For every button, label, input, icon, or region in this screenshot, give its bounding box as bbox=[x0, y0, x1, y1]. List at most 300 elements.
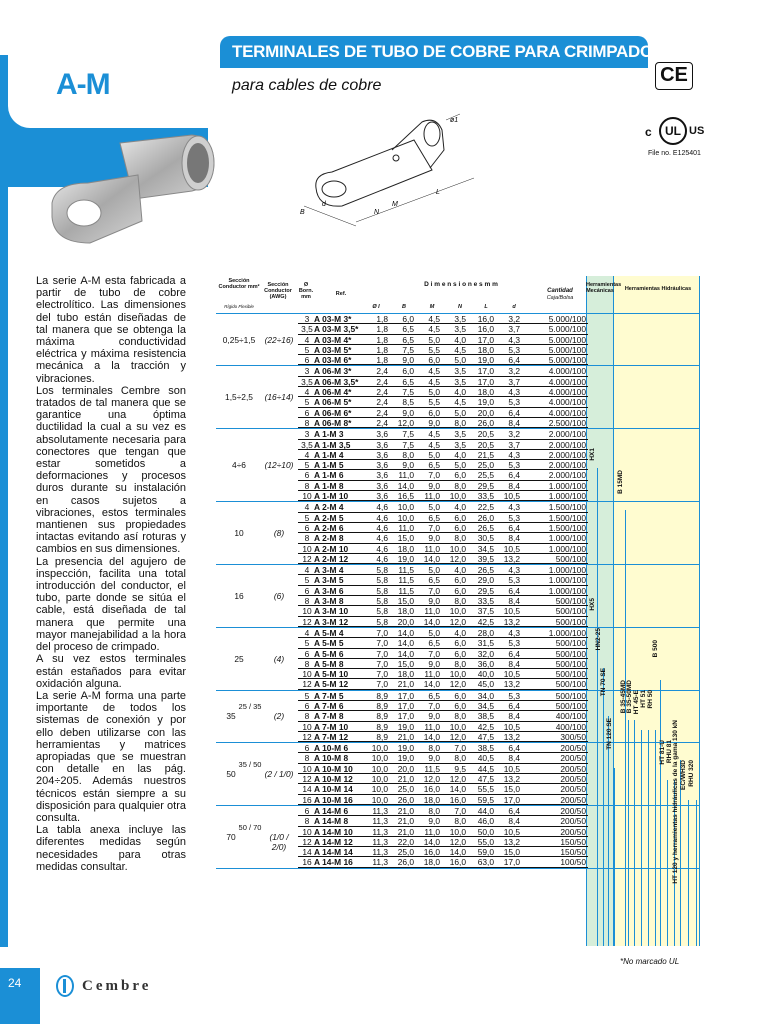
table-cell: 42,5 bbox=[477, 721, 494, 732]
series-header-panel bbox=[8, 0, 208, 128]
table-cell: 6,0 bbox=[454, 585, 466, 596]
table-row bbox=[216, 429, 700, 439]
intro-paragraph: La presencia del agujero de inspección, facilita una total introducción del conductor, el tubo, parte donde se sitúa el cable, está diseñada de tal manera que permite una mayor manejabilidad a la hora del proceso de crimpado. bbox=[36, 555, 186, 654]
table-cell: 18,0 bbox=[477, 344, 494, 355]
table-cell: 5,3 bbox=[508, 690, 520, 701]
group-section-awg: (2) bbox=[273, 711, 285, 722]
hydraulic-tool-label: EC/WH3D bbox=[680, 760, 687, 790]
table-cell: 6,0 bbox=[454, 638, 466, 649]
table-cell: 4,5 bbox=[428, 429, 440, 440]
table-cell: 14 bbox=[302, 784, 312, 795]
table-cell: 1,8 bbox=[376, 334, 388, 345]
table-cell: 59,5 bbox=[477, 794, 494, 805]
table-cell: 11,5 bbox=[424, 763, 440, 774]
table-cell: 16,0 bbox=[477, 324, 494, 335]
table-cell: 11,0 bbox=[424, 543, 440, 554]
table-cell: 4 bbox=[304, 627, 310, 638]
table-cell: 10 bbox=[302, 763, 312, 774]
ref-cell: A 1-M 6 bbox=[314, 470, 344, 481]
table-cell: 5.000/100 bbox=[548, 314, 586, 324]
table-cell: 6,4 bbox=[508, 470, 520, 481]
table-cell: 4,3 bbox=[508, 565, 520, 576]
table-cell: 5,8 bbox=[376, 565, 388, 576]
table-cell: 5,8 bbox=[376, 606, 388, 617]
ref-cell: A 2-M 5 bbox=[314, 512, 344, 523]
table-cell: 12 bbox=[302, 616, 312, 627]
table-cell: 4,6 bbox=[376, 502, 388, 513]
table-cell: 5,8 bbox=[376, 616, 388, 627]
table-cell: 6,4 bbox=[508, 407, 520, 418]
table-cell: 30,5 bbox=[477, 533, 494, 544]
table-cell: 3,5 bbox=[454, 376, 466, 387]
table-cell: 3 bbox=[304, 314, 310, 324]
table-cell: 8,4 bbox=[508, 480, 520, 491]
ref-cell: A 5-M 5 bbox=[314, 638, 344, 649]
table-cell: 19,0 bbox=[397, 721, 414, 732]
ref-cell: A 06-M 4* bbox=[314, 387, 352, 398]
table-cell: 1.500/100 bbox=[548, 502, 586, 513]
table-cell: 4.000/100 bbox=[548, 366, 586, 377]
table-cell: 5,5 bbox=[428, 397, 440, 408]
table-cell: 1.000/100 bbox=[548, 575, 586, 586]
table-cell: 6 bbox=[304, 805, 310, 816]
table-row bbox=[216, 377, 700, 387]
table-cell: 21,0 bbox=[397, 679, 414, 690]
table-cell: 7,0 bbox=[454, 743, 466, 754]
table-row bbox=[216, 617, 700, 627]
terminal-photo bbox=[42, 125, 222, 255]
table-row bbox=[216, 345, 700, 355]
table-cell: 6,4 bbox=[508, 585, 520, 596]
group-section-mm: 35 bbox=[226, 711, 236, 722]
table-cell: 6,5 bbox=[428, 575, 440, 586]
table-cell: 4,0 bbox=[454, 387, 466, 398]
group-section-awg: (22÷16) bbox=[264, 334, 294, 345]
table-cell: 4,3 bbox=[508, 387, 520, 398]
table-cell: 7,0 bbox=[376, 648, 388, 659]
brand-name: Cembre bbox=[82, 977, 152, 994]
header-box-bag: Caja/Bolsa bbox=[546, 295, 574, 301]
tool-range-line bbox=[634, 720, 635, 946]
header-dim: N bbox=[458, 304, 462, 310]
table-row bbox=[216, 575, 700, 585]
header-rigid-flex: Rígido Flexible bbox=[224, 304, 254, 309]
table-cell: 11,3 bbox=[372, 826, 388, 837]
table-cell: 6 bbox=[304, 585, 310, 596]
ref-cell: A 7-M 10 bbox=[314, 721, 349, 732]
table-cell: 5 bbox=[304, 460, 310, 471]
table-cell: 15,0 bbox=[503, 847, 520, 858]
table-cell: 20,0 bbox=[397, 763, 414, 774]
table-cell: 10,0 bbox=[371, 753, 388, 764]
table-cell: 4,6 bbox=[376, 512, 388, 523]
table-cell: 6,4 bbox=[508, 743, 520, 754]
table-cell: 11,3 bbox=[372, 805, 388, 816]
table-cell: 19,0 bbox=[397, 743, 414, 754]
table-cell: 10,0 bbox=[371, 763, 388, 774]
table-cell: 3,7 bbox=[508, 376, 520, 387]
table-cell: 6,4 bbox=[508, 700, 520, 711]
group-section-mm-alt: 35 / 50 bbox=[238, 760, 262, 770]
table-cell: 45,0 bbox=[477, 679, 494, 690]
table-cell: 500/100 bbox=[555, 616, 586, 627]
table-cell: 3 bbox=[304, 366, 310, 377]
intro-paragraph: Los terminales Cembre son tratados de tal manera que se garantice una óptima ductilidad la cual a su vez es absolutamente necesaria para conectores que tengan que estar sometidos a deformaciones y procesos duros durante su instalación en casos sujetos a vibraciones, estos terminales mantienen sus propiedades intactas evitando así roturas y cambios en sus dimensiones. bbox=[36, 384, 186, 556]
table-cell: 5.000/100 bbox=[548, 355, 586, 366]
group-section-mm: 1,5÷2,5 bbox=[225, 392, 253, 403]
table-cell: 18,0 bbox=[477, 387, 494, 398]
ref-cell: A 7-M 6 bbox=[314, 700, 344, 711]
mechanical-tool-label: TN 70 SE bbox=[600, 668, 607, 697]
ref-cell: A 7-M 12 bbox=[314, 731, 349, 742]
table-cell: 11,0 bbox=[424, 606, 440, 617]
table-cell: 8,0 bbox=[454, 658, 466, 669]
table-row bbox=[216, 554, 700, 564]
table-cell: 14,0 bbox=[397, 648, 414, 659]
table-cell: 8,0 bbox=[428, 805, 440, 816]
hydraulic-tool-label: HT 45-E bbox=[633, 690, 640, 715]
ref-cell: A 06-M 6* bbox=[314, 407, 352, 418]
table-cell: 4 bbox=[304, 387, 310, 398]
table-cell: 8,0 bbox=[454, 533, 466, 544]
table-cell: 55,0 bbox=[477, 836, 494, 847]
table-cell: 3,5 bbox=[454, 439, 466, 450]
hydraulic-tool-label: RHU 81 bbox=[666, 740, 673, 764]
ref-cell: A 03-M 3,5* bbox=[314, 324, 359, 335]
ref-cell: A 1-M 10 bbox=[314, 491, 349, 502]
table-cell: 47,5 bbox=[477, 731, 494, 742]
table-cell: 8,9 bbox=[376, 721, 388, 732]
table-cell: 6,5 bbox=[428, 460, 440, 471]
table-cell: 12 bbox=[302, 731, 312, 742]
table-cell: 10,5 bbox=[503, 543, 520, 554]
ref-cell: A 5-M 4 bbox=[314, 627, 344, 638]
table-row bbox=[216, 638, 700, 648]
ref-cell: A 7-M 8 bbox=[314, 711, 344, 722]
size-group bbox=[216, 565, 700, 628]
table-cell: 33,5 bbox=[477, 491, 494, 502]
table-cell: 5,3 bbox=[508, 512, 520, 523]
table-cell: 63,0 bbox=[477, 857, 494, 868]
table-cell: 10,0 bbox=[449, 826, 466, 837]
table-cell: 1,8 bbox=[376, 355, 388, 366]
table-row bbox=[216, 408, 700, 418]
table-cell: 8 bbox=[304, 596, 310, 607]
ref-cell: A 2-M 6 bbox=[314, 522, 344, 533]
table-cell: 16 bbox=[302, 794, 312, 805]
table-cell: 8 bbox=[304, 480, 310, 491]
table-cell: 8,4 bbox=[508, 711, 520, 722]
table-cell: 5,3 bbox=[508, 344, 520, 355]
group-section-awg: (4) bbox=[273, 653, 285, 664]
table-row bbox=[216, 491, 700, 501]
table-cell: 10,5 bbox=[503, 669, 520, 680]
table-cell: 5,0 bbox=[428, 387, 440, 398]
table-cell: 200/50 bbox=[560, 794, 586, 805]
table-cell: 16,0 bbox=[423, 847, 440, 858]
table-cell: 15,0 bbox=[503, 784, 520, 795]
table-cell: 11,0 bbox=[398, 470, 414, 481]
table-row bbox=[216, 450, 700, 460]
table-cell: 28,0 bbox=[477, 627, 494, 638]
header-dim: M bbox=[429, 304, 435, 310]
table-cell: 6,0 bbox=[454, 575, 466, 586]
table-cell: 6,4 bbox=[508, 805, 520, 816]
table-cell: 8 bbox=[304, 417, 310, 428]
table-cell: 500/100 bbox=[555, 700, 586, 711]
table-cell: 6,0 bbox=[454, 512, 466, 523]
table-cell: 12 bbox=[302, 836, 312, 847]
table-cell: 6,5 bbox=[402, 334, 414, 345]
mechanical-tool-label: HN2-25 bbox=[595, 628, 602, 651]
table-cell: 3,2 bbox=[508, 314, 520, 324]
ce-mark: CE bbox=[655, 62, 693, 90]
table-cell: 100/50 bbox=[560, 857, 586, 868]
group-section-mm: 25 bbox=[234, 653, 244, 664]
table-cell: 2,4 bbox=[376, 376, 388, 387]
table-cell: 11,5 bbox=[398, 565, 414, 576]
table-cell: 16,0 bbox=[449, 857, 466, 868]
table-cell: 200/50 bbox=[560, 763, 586, 774]
ref-cell: A 3-M 10 bbox=[314, 606, 349, 617]
table-cell: 3,5 bbox=[301, 324, 313, 335]
table-cell: 22,0 bbox=[397, 836, 414, 847]
ref-cell: A 3-M 5 bbox=[314, 575, 344, 586]
table-cell: 50,0 bbox=[477, 826, 494, 837]
table-cell: 26,0 bbox=[477, 512, 494, 523]
table-cell: 6,0 bbox=[454, 700, 466, 711]
table-cell: 4,3 bbox=[508, 449, 520, 460]
table-cell: 3,2 bbox=[508, 366, 520, 377]
table-cell: 12 bbox=[302, 553, 312, 564]
table-cell: 10,5 bbox=[503, 763, 520, 774]
table-cell: 9,0 bbox=[428, 658, 440, 669]
table-cell: 8,0 bbox=[454, 816, 466, 827]
table-cell: 18,0 bbox=[423, 857, 440, 868]
table-cell: 6 bbox=[304, 648, 310, 659]
tool-range-line bbox=[648, 730, 649, 946]
table-cell: 13,2 bbox=[503, 774, 520, 785]
size-group bbox=[216, 314, 700, 366]
table-cell: 47,5 bbox=[477, 774, 494, 785]
table-cell: 19,0 bbox=[477, 397, 494, 408]
tool-range-line bbox=[688, 800, 689, 946]
table-cell: 17,0 bbox=[397, 690, 414, 701]
table-cell: 14 bbox=[302, 847, 312, 858]
table-cell: 10,0 bbox=[449, 491, 466, 502]
table-cell: 3 bbox=[304, 429, 310, 440]
table-cell: 1.000/100 bbox=[548, 627, 586, 638]
cembre-logo-icon bbox=[56, 975, 74, 997]
table-cell: 5,0 bbox=[428, 627, 440, 638]
table-cell: 26,5 bbox=[477, 565, 494, 576]
table-cell: 5,0 bbox=[428, 449, 440, 460]
table-cell: 20,5 bbox=[477, 439, 494, 450]
table-row bbox=[216, 481, 700, 491]
table-cell: 5 bbox=[304, 344, 310, 355]
table-cell: 7,0 bbox=[376, 658, 388, 669]
table-cell: 17,0 bbox=[477, 366, 494, 377]
table-cell: 8,0 bbox=[454, 480, 466, 491]
table-cell: 25,5 bbox=[477, 470, 494, 481]
table-cell: 300/50 bbox=[560, 731, 586, 742]
table-cell: 7,0 bbox=[454, 805, 466, 816]
table-cell: 3,6 bbox=[376, 470, 388, 481]
group-section-awg: (1/0 / 2/0) bbox=[269, 831, 289, 852]
ul-us-label: US bbox=[689, 125, 705, 137]
ref-cell: A 14-M 12 bbox=[314, 836, 353, 847]
table-cell: 7,0 bbox=[428, 522, 440, 533]
table-cell: 19,0 bbox=[397, 753, 414, 764]
table-cell: 36,0 bbox=[477, 658, 494, 669]
table-cell: 5,0 bbox=[428, 565, 440, 576]
table-cell: 10 bbox=[302, 491, 312, 502]
table-cell: 500/100 bbox=[555, 658, 586, 669]
table-cell: 6 bbox=[304, 407, 310, 418]
table-row bbox=[216, 324, 700, 334]
ul-logo: UL bbox=[659, 117, 687, 145]
table-cell: 11,3 bbox=[372, 836, 388, 847]
table-cell: 5.000/100 bbox=[548, 334, 586, 345]
tool-range-line bbox=[660, 680, 661, 946]
ref-cell: A 5-M 10 bbox=[314, 669, 349, 680]
table-cell: 14,0 bbox=[423, 731, 440, 742]
table-cell: 5 bbox=[304, 397, 310, 408]
table-cell: 40,5 bbox=[477, 753, 494, 764]
table-cell: 4 bbox=[304, 449, 310, 460]
table-cell: 11,0 bbox=[424, 826, 440, 837]
table-cell: 6,0 bbox=[454, 648, 466, 659]
table-cell: 3,5 bbox=[301, 439, 313, 450]
table-cell: 3,7 bbox=[508, 439, 520, 450]
drawing-label-n: N bbox=[374, 209, 380, 216]
table-cell: 40,0 bbox=[477, 669, 494, 680]
table-cell: 20,0 bbox=[397, 616, 414, 627]
table-cell: 4,5 bbox=[428, 439, 440, 450]
ref-cell: A 03-M 6* bbox=[314, 355, 352, 366]
table-cell: 200/50 bbox=[560, 743, 586, 754]
table-cell: 2,4 bbox=[376, 366, 388, 377]
table-cell: 11,0 bbox=[424, 721, 440, 732]
table-cell: 34,0 bbox=[477, 690, 494, 701]
table-cell: 1.000/100 bbox=[548, 491, 586, 502]
table-cell: 11,3 bbox=[372, 857, 388, 868]
table-cell: 2,4 bbox=[376, 417, 388, 428]
tool-range-line bbox=[603, 668, 604, 946]
group-section-mm-alt: 25 / 35 bbox=[238, 702, 262, 712]
table-cell: 9,5 bbox=[454, 763, 466, 774]
table-cell: 9,0 bbox=[428, 711, 440, 722]
ref-cell: A 06-M 3,5* bbox=[314, 376, 359, 387]
ref-cell: A 10-M 14 bbox=[314, 784, 353, 795]
table-cell: 500/100 bbox=[555, 669, 586, 680]
mechanical-tool-label: TN 120 SE bbox=[606, 718, 613, 750]
table-cell: 8,9 bbox=[376, 731, 388, 742]
table-cell: 2.000/100 bbox=[548, 460, 586, 471]
table-cell: 10,5 bbox=[503, 826, 520, 837]
table-cell: 33,5 bbox=[477, 596, 494, 607]
table-cell: 14,0 bbox=[423, 679, 440, 690]
table-cell: 6 bbox=[304, 700, 310, 711]
table-cell: 37,5 bbox=[477, 606, 494, 617]
mechanical-tool-label: HX1 bbox=[589, 448, 596, 461]
table-cell: 7,0 bbox=[376, 669, 388, 680]
table-cell: 7,0 bbox=[376, 627, 388, 638]
table-cell: 4.000/100 bbox=[548, 397, 586, 408]
table-cell: 500/100 bbox=[555, 679, 586, 690]
table-cell: 6,0 bbox=[454, 690, 466, 701]
table-cell: 6,4 bbox=[508, 648, 520, 659]
table-cell: 4,3 bbox=[508, 334, 520, 345]
table-cell: 21,0 bbox=[397, 816, 414, 827]
table-cell: 1,8 bbox=[376, 344, 388, 355]
table-cell: 2,4 bbox=[376, 407, 388, 418]
hydraulic-tool-label: B 15MD bbox=[617, 470, 624, 494]
table-cell: 4,5 bbox=[428, 366, 440, 377]
table-cell: 59,0 bbox=[477, 847, 494, 858]
header-dim: B bbox=[402, 304, 406, 310]
table-cell: 10,0 bbox=[449, 543, 466, 554]
table-cell: 11,3 bbox=[372, 847, 388, 858]
table-cell: 12,0 bbox=[449, 731, 466, 742]
table-cell: 8,4 bbox=[508, 658, 520, 669]
group-section-awg: (2 / 1/0) bbox=[264, 769, 294, 780]
table-cell: 5,0 bbox=[428, 334, 440, 345]
table-cell: 2.000/100 bbox=[548, 429, 586, 440]
tool-range-line bbox=[696, 800, 697, 946]
ref-cell: A 1-M 8 bbox=[314, 480, 344, 491]
ref-cell: A 2-M 12 bbox=[314, 553, 349, 564]
table-cell: 39,5 bbox=[477, 553, 494, 564]
table-cell: 6 bbox=[304, 355, 310, 366]
table-cell: 17,0 bbox=[477, 334, 494, 345]
ref-cell: A 1-M 3 bbox=[314, 429, 344, 440]
table-cell: 500/100 bbox=[555, 606, 586, 617]
table-cell: 7,0 bbox=[376, 679, 388, 690]
page-title: TERMINALES DE TUBO DE COBRE PARA CRIMPADO bbox=[232, 42, 653, 61]
table-cell: 200/50 bbox=[560, 826, 586, 837]
table-cell: 11,0 bbox=[424, 491, 440, 502]
group-section-mm: 70 bbox=[226, 831, 236, 842]
table-cell: 29,0 bbox=[477, 575, 494, 586]
page-subtitle: para cables de cobre bbox=[232, 77, 382, 94]
intro-paragraph: A su vez estos terminales están estañados para evitar oxidación alguna. bbox=[36, 653, 186, 690]
table-cell: 500/100 bbox=[555, 648, 586, 659]
table-cell: 14,0 bbox=[449, 847, 466, 858]
table-cell: 8 bbox=[304, 533, 310, 544]
series-title: A-M bbox=[56, 68, 110, 101]
table-cell: 6,4 bbox=[508, 522, 520, 533]
table-cell: 12,0 bbox=[449, 679, 466, 690]
table-cell: 150/50 bbox=[560, 836, 586, 847]
table-cell: 6,0 bbox=[428, 407, 440, 418]
table-cell: 7,0 bbox=[428, 470, 440, 481]
table-cell: 21,0 bbox=[397, 805, 414, 816]
table-cell: 31,5 bbox=[477, 638, 494, 649]
ul-c-label: c bbox=[645, 125, 652, 139]
tool-range-line bbox=[608, 716, 609, 946]
table-cell: 10,0 bbox=[449, 606, 466, 617]
table-cell: 12 bbox=[302, 679, 312, 690]
table-cell: 11,5 bbox=[398, 585, 414, 596]
ref-cell: A 5-M 6 bbox=[314, 648, 344, 659]
table-row bbox=[216, 470, 700, 480]
table-cell: 5,3 bbox=[508, 638, 520, 649]
table-cell: 8 bbox=[304, 711, 310, 722]
table-row bbox=[216, 440, 700, 450]
table-cell: 5,5 bbox=[428, 344, 440, 355]
table-cell: 29,5 bbox=[477, 480, 494, 491]
